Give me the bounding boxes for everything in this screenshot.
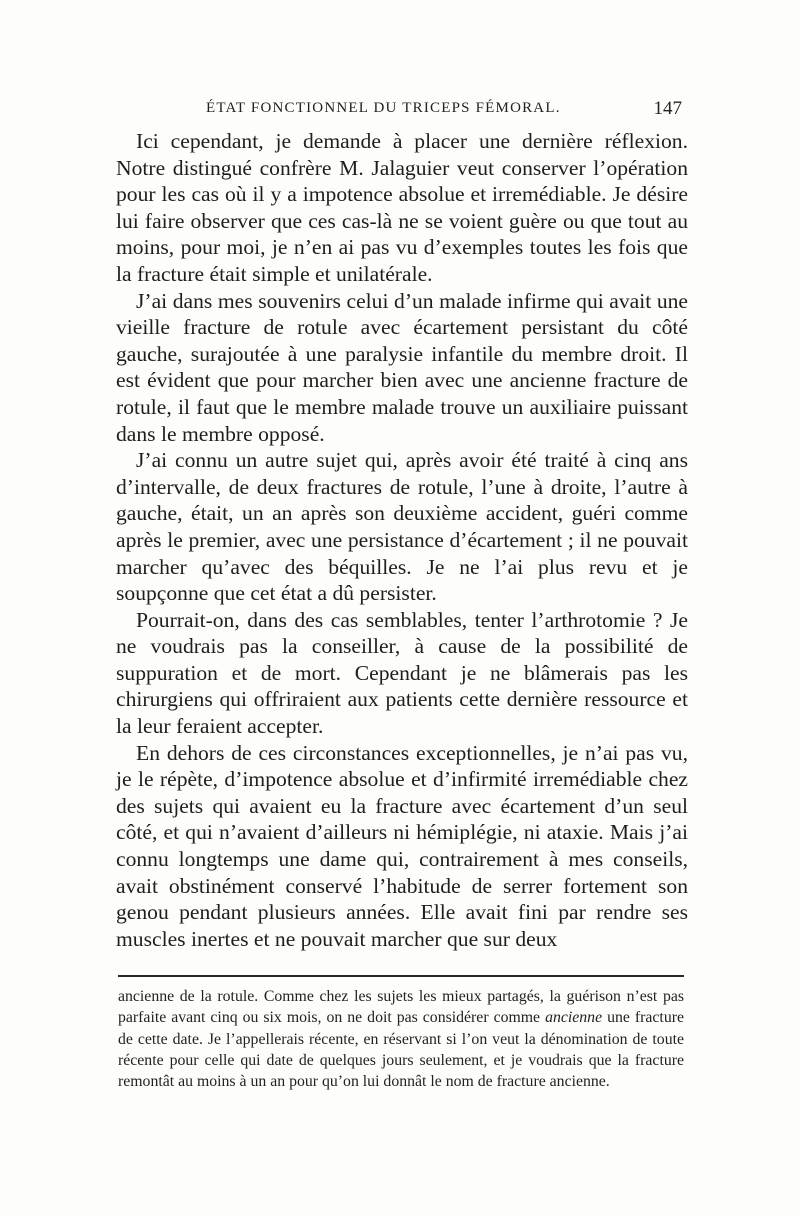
paragraph-1: Ici cependant, je demande à placer une dernière réflexion. Notre distingué confrère M. Jalaguier veut conserver l’opération pour les cas où il y a impotence absolue et irremédiable. Je désire lui faire observer que ces cas-là ne se voient guère ou que tout au moins, pour moi, je n’en ai pas vu d’exemples toutes les fois que la fracture était simple et unilatérale. xyxy=(116,129,688,286)
footnote-paragraph xyxy=(118,986,684,1092)
footnote-text-end: une fracture de cette date. Je l’appellerais récente, en réservant si l’on veut la dénomination de toute récente pour celle qui date de quelques jours seulement, et je voudrais que la fracture remontât au moins à un an pour qu’on lui donnât le nom de fracture ancienne. xyxy=(118,1009,684,1091)
paragraph-5: En dehors de ces circonstances exceptionnelles, je n’ai pas vu, je le répète, d’impotence absolue et d’infirmité irremédiable chez des sujets qui avaient eu la fracture avec écartement d’un seul côté, et qui n’avaient d’ailleurs ni hémiplégie, ni ataxie. Mais j’ai connu longtemps une dame qui, contrairement à mes conseils, avait obstinément conservé l’habitude de serrer fortement son genou pendant plusieurs années. Elle avait fini par rendre ses muscles inertes et ne pouvait marcher que sur deux xyxy=(116,740,688,951)
footnote xyxy=(118,986,684,1092)
running-header xyxy=(118,98,686,122)
paragraph-3: J’ai connu un autre sujet qui, après avoir été traité à cinq ans d’intervalle, de deux fractures de rotule, l’une à droite, l’autre à gauche, était, un an après son deuxième accident, guéri comme après le premier, avec une persistance d’écartement ; il ne pouvait marcher qu’avec des béquilles. Je ne l’ai plus revu et je soupçonne que cet état a dû persister. xyxy=(116,448,688,606)
running-title: ÉTAT FONCTIONNEL DU TRICEPS FÉMORAL. xyxy=(206,100,561,116)
footnote-text-start: ancienne de la rotule. Comme chez les sujets les mieux partagés, la guérison n’est pas parfaite avant cinq ou six mois, on ne doit pas considérer comme xyxy=(118,988,684,1027)
paragraph-2: J’ai dans mes souvenirs celui d’un malade infirme qui avait une vieille fracture de rotule avec écartement persistant du côté gauche, surajoutée à une paralysie infantile du membre droit. Il est évident que pour marcher bien avec une ancienne fracture de rotule, il faut que le membre malade trouve un auxiliaire puissant dans le membre opposé. xyxy=(116,288,688,446)
footnote-separator xyxy=(118,975,684,977)
page-number: 147 xyxy=(653,98,682,119)
footnote-italic-word: ancienne xyxy=(545,1009,603,1027)
body-text xyxy=(116,128,688,952)
paragraph-4: Pourrait-on, dans des cas semblables, tenter l’arthrotomie ? Je ne voudrais pas la conseiller, à cause de la possibilité de suppuration et de mort. Cependant je ne blâmerais pas les chirurgiens qui offriraient aux patients cette dernière ressource et la leur feraient accepter. xyxy=(116,607,688,739)
